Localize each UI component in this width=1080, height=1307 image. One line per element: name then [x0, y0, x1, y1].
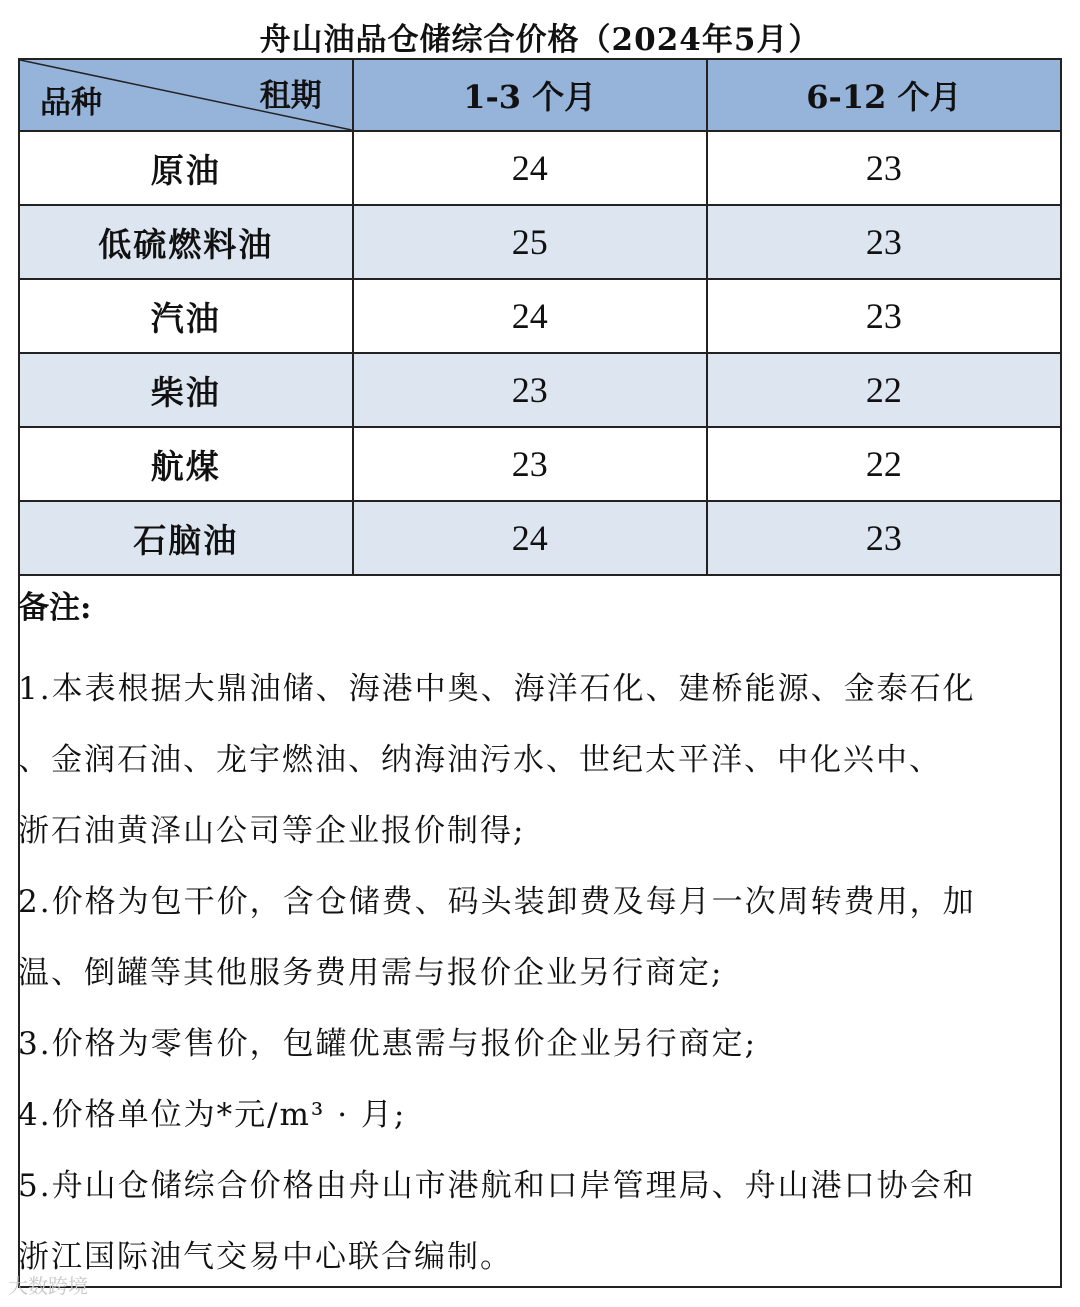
- product-name: 汽油: [19, 279, 353, 353]
- note-line: 浙石油黄泽山公司等企业报价制得;: [18, 813, 526, 849]
- note-line: 5.舟山仓储综合价格由舟山市港航和口岸管理局、舟山港口协会和: [18, 1168, 976, 1204]
- table-row: [19, 427, 1061, 501]
- notes-section: [18, 578, 1048, 1293]
- note-line: 温、倒罐等其他服务费用需与报价企业另行商定;: [18, 955, 724, 991]
- price-1-3-months: 24: [353, 279, 707, 353]
- note-line: 4.价格单位为*元/m³ · 月;: [18, 1097, 407, 1133]
- header-corner-cell: [19, 59, 353, 131]
- notes-heading: 备注:: [18, 590, 92, 626]
- product-name: 原油: [19, 131, 353, 205]
- product-name: 柴油: [19, 353, 353, 427]
- product-name: 航煤: [19, 427, 353, 501]
- note-line: 3.价格为零售价，包罐优惠需与报价企业另行商定;: [18, 1026, 758, 1062]
- product-name: 低硫燃料油: [19, 205, 353, 279]
- table-row: [19, 501, 1061, 575]
- price-6-12-months: 22: [707, 353, 1061, 427]
- price-6-12-months: 22: [707, 427, 1061, 501]
- table-row: [19, 353, 1061, 427]
- price-table: [18, 58, 1062, 576]
- corner-label-product: 品种: [40, 85, 102, 121]
- price-6-12-months: 23: [707, 501, 1061, 575]
- note-line: 、金润石油、龙宇燃油、纳海油污水、世纪太平洋、中化兴中、: [18, 742, 942, 778]
- price-1-3-months: 24: [353, 501, 707, 575]
- table-row: [19, 279, 1061, 353]
- page-title: 舟山油品仓储综合价格（2024年5月）: [259, 22, 821, 58]
- column-header-6-12-months: 6-12 个月: [707, 59, 1061, 131]
- watermark: 大数跨境: [8, 1274, 88, 1298]
- column-header-1-3-months: 1-3 个月: [353, 59, 707, 131]
- table-row: [19, 205, 1061, 279]
- price-6-12-months: 23: [707, 279, 1061, 353]
- note-line: 浙江国际油气交易中心联合编制。: [18, 1239, 513, 1275]
- price-6-12-months: 23: [707, 131, 1061, 205]
- price-1-3-months: 24: [353, 131, 707, 205]
- price-1-3-months: 25: [353, 205, 707, 279]
- price-1-3-months: 23: [353, 427, 707, 501]
- corner-label-period: 租期: [259, 78, 322, 114]
- price-6-12-months: 23: [707, 205, 1061, 279]
- note-line: 2.价格为包干价，含仓储费、码头装卸费及每月一次周转费用，加: [18, 884, 976, 920]
- note-line: 1.本表根据大鼎油储、海港中奥、海洋石化、建桥能源、金泰石化: [18, 671, 976, 707]
- price-1-3-months: 23: [353, 353, 707, 427]
- table-header-row: [19, 59, 1061, 131]
- table-row: [19, 131, 1061, 205]
- product-name: 石脑油: [19, 501, 353, 575]
